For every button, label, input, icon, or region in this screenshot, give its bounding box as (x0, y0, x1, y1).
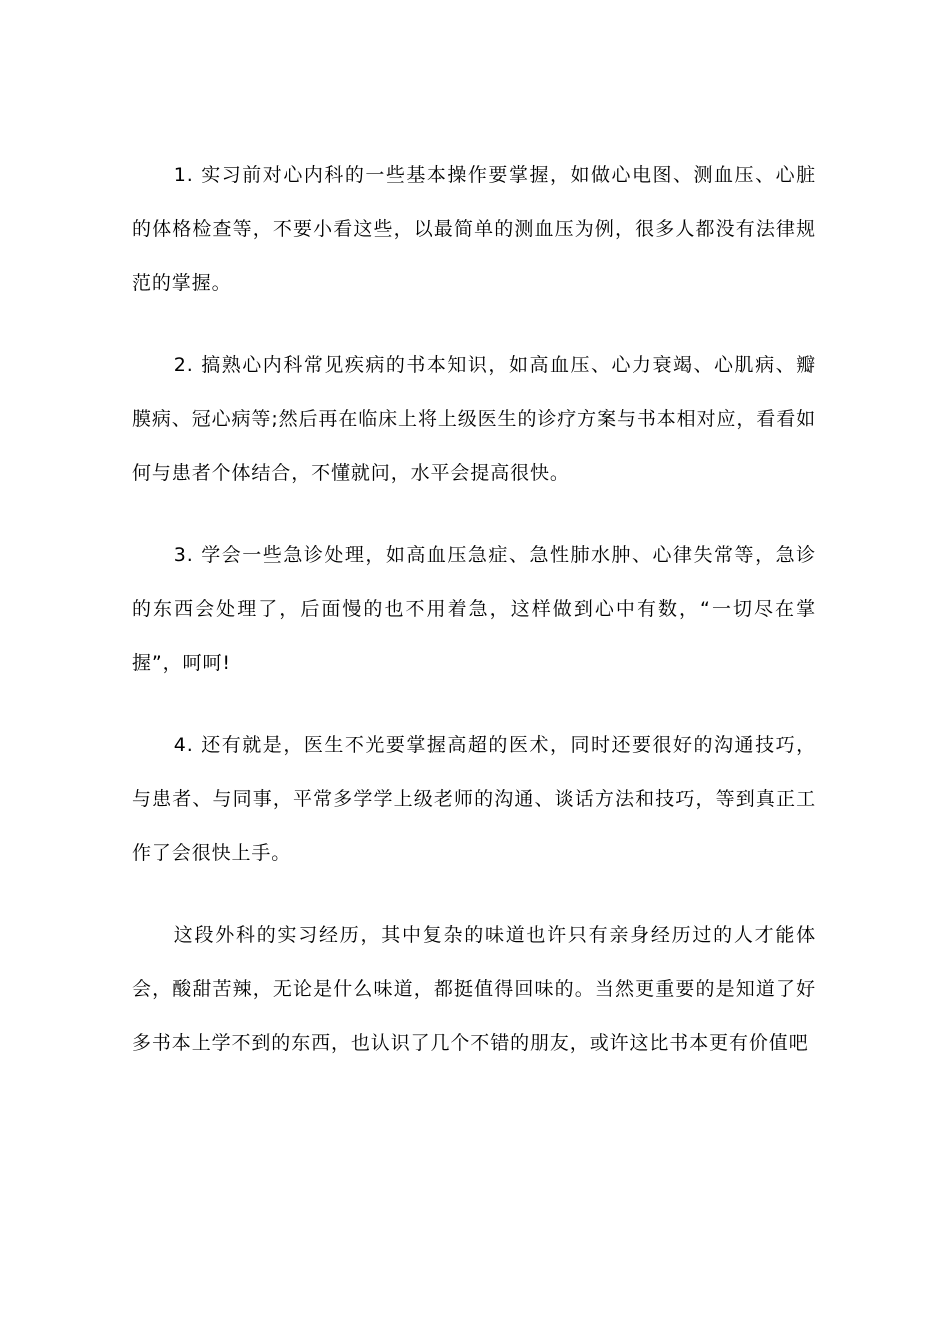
paragraph-1: 1. 实习前对心内科的一些基本操作要掌握，如做心电图、测血压、心脏的体格检查等，不要小看这些，以最简单的测血压为例，很多人都没有法律规范的掌握。 (132, 164, 816, 294)
paragraph-5: 这段外科的实习经历，其中复杂的味道也许只有亲身经历过的人才能体会，酸甜苦辣，无论是什么味道，都挺值得回味的。当然更重要的是知道了好多书本上学不到的东西，也认识了几个不错的朋友，或许这比书本更有价值吧 (132, 924, 816, 1054)
paragraph-4: 4. 还有就是，医生不光要掌握高超的医术，同时还要很好的沟通技巧，与患者、与同事，平常多学学上级老师的沟通、谈话方法和技巧，等到真正工作了会很快上手。 (132, 734, 816, 864)
paragraph-2: 2. 搞熟心内科常见疾病的书本知识，如高血压、心力衰竭、心肌病、瓣膜病、冠心病等;然后再在临床上将上级医生的诊疗方案与书本相对应，看看如何与患者个体结合，不懂就问，水平会提高很快。 (132, 354, 816, 484)
document-body (132, 148, 816, 1070)
paragraph-3: 3. 学会一些急诊处理，如高血压急症、急性肺水肿、心律失常等，急诊的东西会处理了，后面慢的也不用着急，这样做到心中有数，“一切尽在掌握”，呵呵! (132, 544, 816, 674)
